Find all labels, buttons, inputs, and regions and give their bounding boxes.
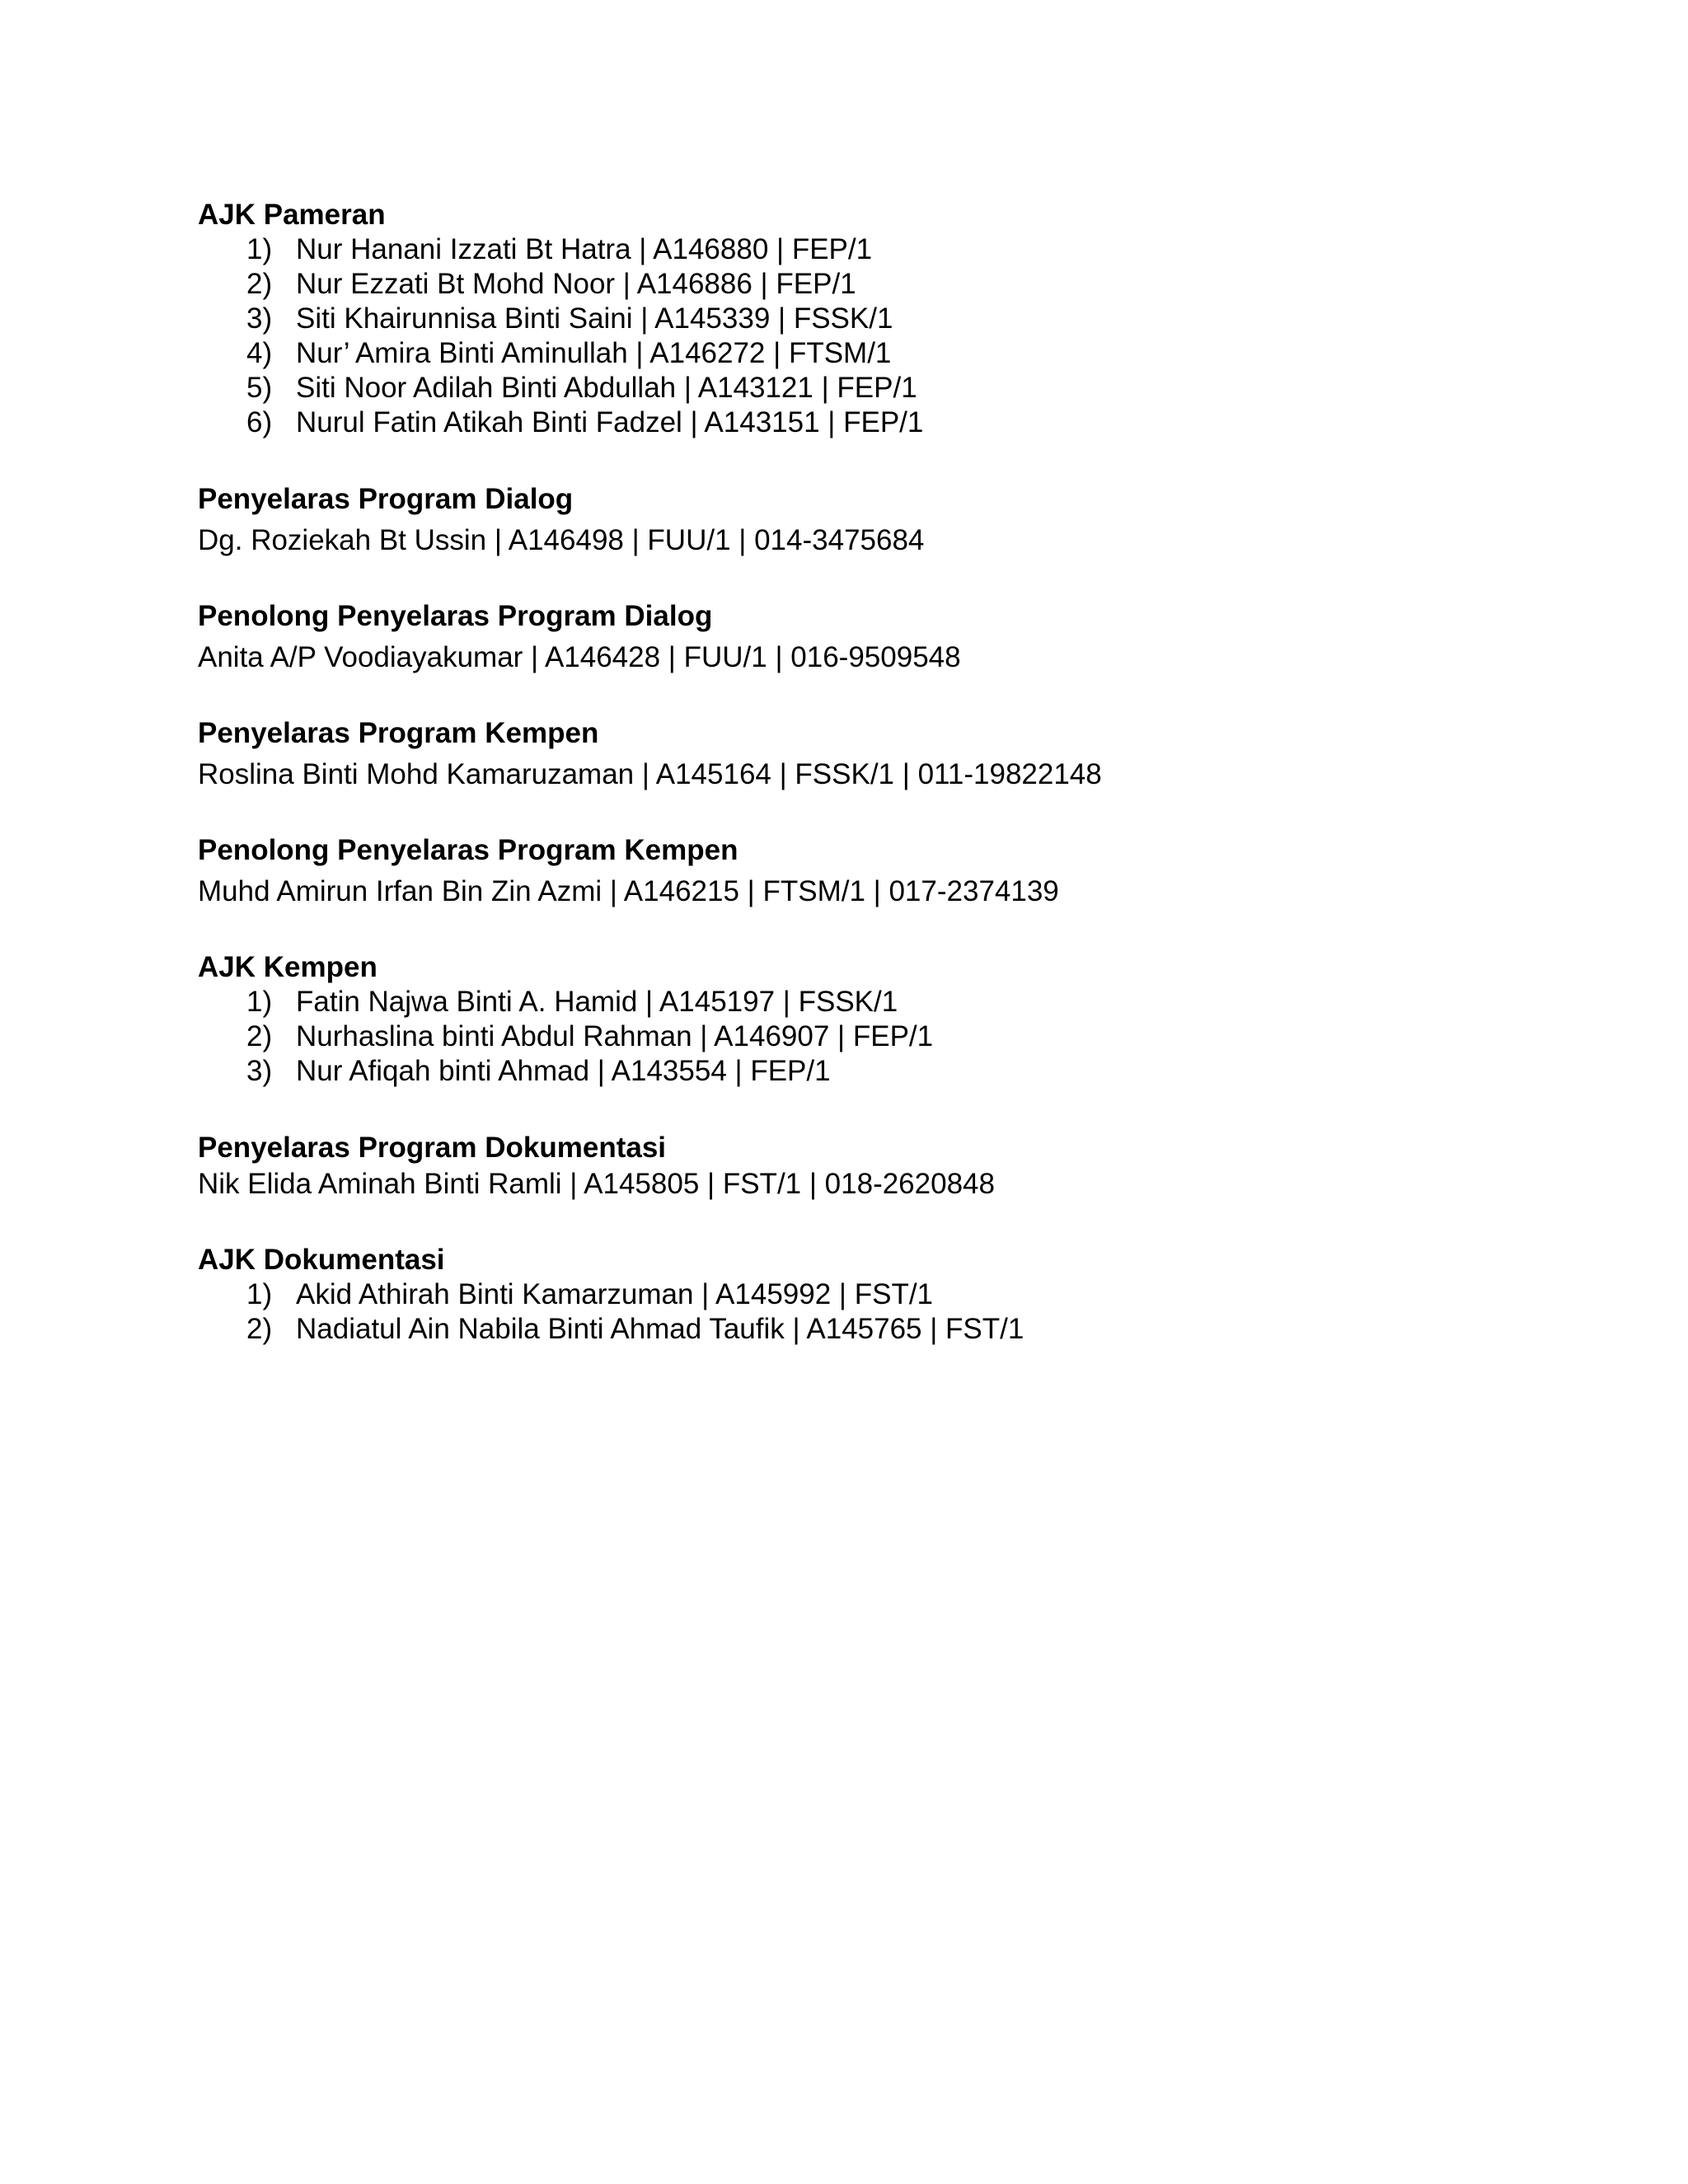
list-item-text: Nur Ezzati Bt Mohd Noor | A146886 | FEP/1 — [296, 268, 856, 300]
list-number: 3) — [246, 302, 273, 335]
list-item — [198, 267, 1517, 302]
list-item-text: Akid Athirah Binti Kamarzuman | A145992 | FST/1 — [296, 1278, 934, 1310]
section-penyelaras-dialog — [198, 482, 1517, 559]
list-number: 2) — [246, 268, 273, 300]
section-heading: AJK Dokumentasi — [198, 1244, 445, 1276]
list-number: 4) — [246, 337, 273, 369]
list-item — [198, 302, 1517, 336]
list-number: 1) — [246, 1278, 273, 1310]
member-line: Muhd Amirun Irfan Bin Zin Azmi | A146215 | FTSM/1 | 017-2374139 — [198, 875, 1059, 907]
section-heading: Penyelaras Program Dialog — [198, 483, 574, 515]
list-item-text: Nadiatul Ain Nabila Binti Ahmad Taufik | A145765 | FST/1 — [296, 1313, 1025, 1345]
member-line: Dg. Roziekah Bt Ussin | A146498 | FUU/1 | 014-3475684 — [198, 524, 925, 556]
section-heading: Penyelaras Program Dokumentasi — [198, 1132, 667, 1164]
list-number: 1) — [246, 986, 273, 1018]
list-item — [198, 371, 1517, 405]
list-item-text: Nur Hanani Izzati Bt Hatra | A146880 | FEP/1 — [296, 233, 873, 265]
list-number: 3) — [246, 1055, 273, 1087]
section-ajk-pameran — [198, 198, 1517, 440]
list-item — [198, 232, 1517, 267]
list-item-text: Nurul Fatin Atikah Binti Fadzel | A143151 | FEP/1 — [296, 406, 924, 438]
list-item-text: Nur Afiqah binti Ahmad | A143554 | FEP/1 — [296, 1055, 831, 1087]
member-line: Anita A/P Voodiayakumar | A146428 | FUU/1 | 016-9509548 — [198, 641, 961, 673]
section-heading: Penolong Penyelaras Program Kempen — [198, 834, 738, 866]
section-ajk-dokumentasi — [198, 1243, 1517, 1347]
list-item — [198, 1054, 1517, 1089]
section-heading: AJK Pameran — [198, 199, 386, 231]
list-number: 5) — [246, 372, 273, 404]
section-penolong-penyelaras-dialog — [198, 599, 1517, 676]
member-line: Nik Elida Aminah Binti Ramli | A145805 | FST/1 | 018-2620848 — [198, 1168, 995, 1200]
list-item — [198, 1312, 1517, 1347]
list-item — [198, 985, 1517, 1019]
member-list — [198, 232, 1517, 440]
list-item — [198, 405, 1517, 440]
member-list — [198, 985, 1517, 1089]
member-list — [198, 1277, 1517, 1347]
list-item — [198, 1019, 1517, 1054]
list-item — [198, 336, 1517, 371]
section-penyelaras-dokumentasi — [198, 1131, 1517, 1202]
list-item-text: Nurhaslina binti Abdul Rahman | A146907 | FEP/1 — [296, 1020, 934, 1052]
section-penyelaras-kempen — [198, 716, 1517, 793]
list-number: 2) — [246, 1020, 273, 1052]
list-number: 1) — [246, 233, 273, 265]
section-heading: AJK Kempen — [198, 951, 377, 983]
section-heading: Penyelaras Program Kempen — [198, 717, 599, 749]
document-page — [198, 198, 1517, 1347]
list-item-text: Siti Khairunnisa Binti Saini | A145339 | FSSK/1 — [296, 302, 893, 335]
list-item-text: Fatin Najwa Binti A. Hamid | A145197 | FSSK/1 — [296, 986, 898, 1018]
list-number: 2) — [246, 1313, 273, 1345]
list-number: 6) — [246, 406, 273, 438]
section-ajk-kempen — [198, 950, 1517, 1089]
list-item-text: Nur’ Amira Binti Aminullah | A146272 | FTSM/1 — [296, 337, 892, 369]
member-line: Roslina Binti Mohd Kamaruzaman | A145164 | FSSK/1 | 011-19822148 — [198, 758, 1102, 790]
section-penolong-penyelaras-kempen — [198, 833, 1517, 910]
list-item-text: Siti Noor Adilah Binti Abdullah | A143121 | FEP/1 — [296, 372, 917, 404]
list-item — [198, 1277, 1517, 1312]
section-heading: Penolong Penyelaras Program Dialog — [198, 600, 713, 632]
